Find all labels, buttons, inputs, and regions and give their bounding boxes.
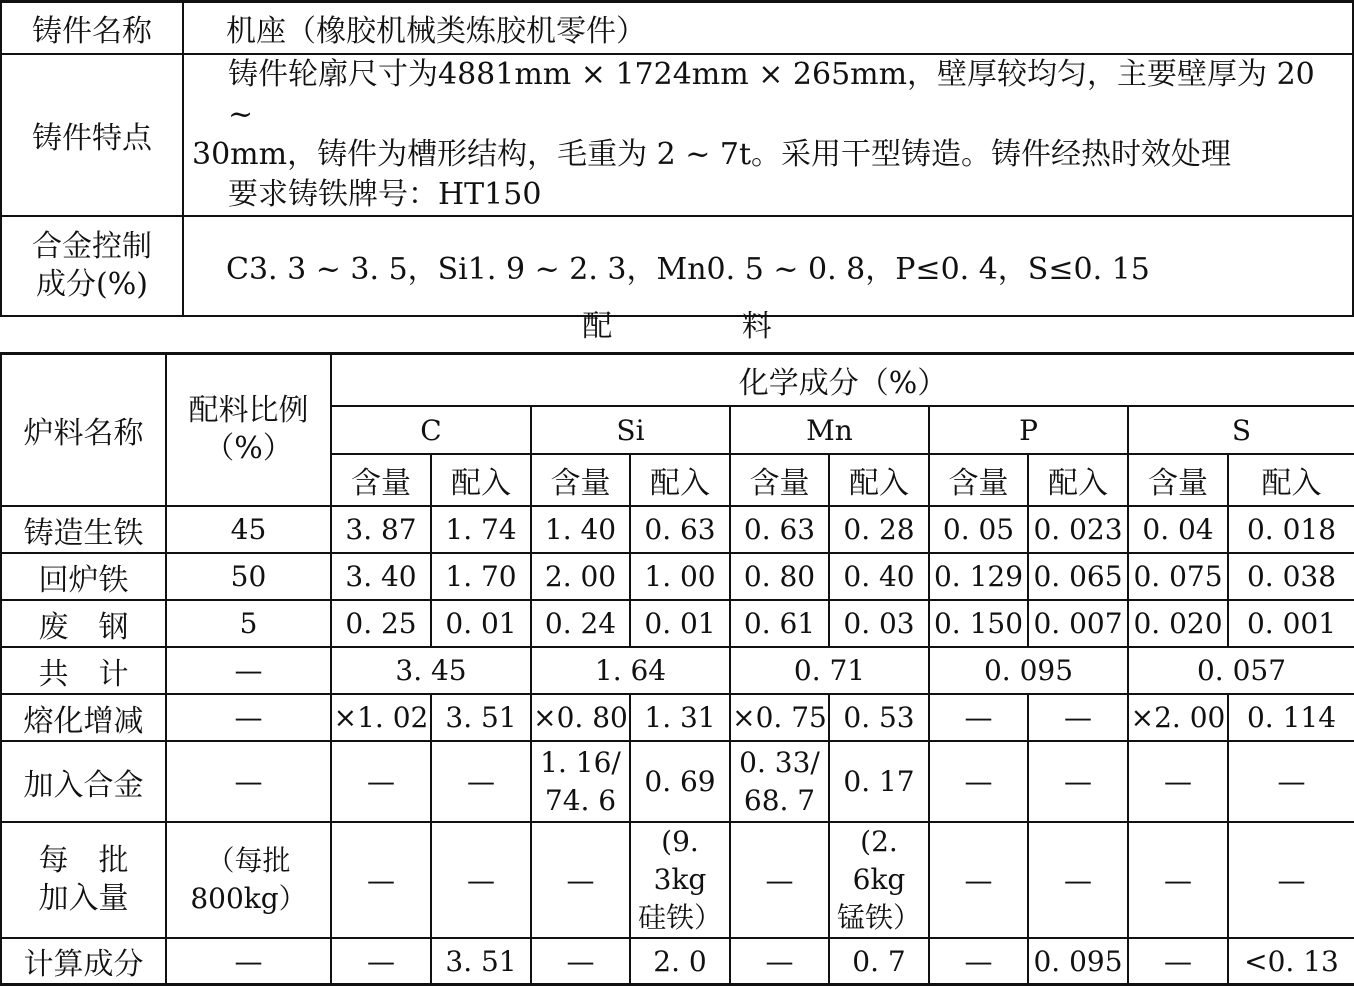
mn-alloy-content-line-2: 68. 7 — [743, 783, 816, 817]
row-name: 共 计 — [1, 647, 166, 694]
cell: — — [1128, 822, 1228, 938]
cell: 0. 007 — [1028, 600, 1128, 647]
table-row — [1, 600, 1354, 647]
batch-ratio-line-2: 800kg） — [190, 882, 307, 915]
mn-batch-added — [829, 822, 929, 938]
cell: ×0. 80 — [531, 694, 630, 741]
cell: 0. 020 — [1128, 600, 1228, 647]
added-header: 配入 — [829, 454, 929, 506]
row-name: 废 钢 — [1, 600, 166, 647]
calculated-row — [1, 938, 1354, 985]
cell: 0. 114 — [1228, 694, 1354, 741]
cell: — — [1128, 938, 1228, 985]
cell: — — [730, 822, 829, 938]
batch-name-line-2: 加入量 — [38, 881, 129, 916]
alloy-control-label — [1, 216, 183, 316]
section-title-right: 料 — [741, 309, 772, 344]
cell: 3. 51 — [431, 694, 531, 741]
cell: — — [1028, 822, 1128, 938]
si-batch-line-1: (9. 3kg — [653, 825, 707, 896]
element-header-s: S — [1128, 406, 1354, 454]
cell: 0. 05 — [929, 506, 1028, 553]
cell: 0. 53 — [829, 694, 929, 741]
si-batch-line-2: 硅铁） — [637, 901, 722, 934]
row-name: 铸造生铁 — [1, 506, 166, 553]
ratio-header-line-1: 配料比例 — [188, 393, 309, 428]
chem-composition-header: 化学成分（%） — [331, 354, 1354, 407]
alloy-control-value: C3. 3 ~ 3. 5，Si1. 9 ~ 2. 3，Mn0. 5 ~ 0. 8，P≤0. 4，S≤0. 15 — [183, 216, 1353, 316]
cell: 3. 51 — [431, 938, 531, 985]
alloy-add-row — [1, 741, 1354, 822]
element-header-p: P — [929, 406, 1128, 454]
mn-alloy-added: 0. 17 — [829, 741, 929, 822]
cell: 2. 0 — [630, 938, 730, 985]
cell: 0. 25 — [331, 600, 431, 647]
row-name: 计算成分 — [1, 938, 166, 985]
batch-ratio-line-1: （每批 — [206, 844, 291, 877]
cell: — — [431, 741, 531, 822]
cell: 1. 31 — [630, 694, 730, 741]
cell: — — [1228, 741, 1354, 822]
si-alloy-content-line-2: 74. 6 — [544, 783, 617, 817]
features-line-3: 要求铸铁牌号：HT150 — [228, 177, 542, 212]
features-line-2: 30mm，铸件为槽形结构，毛重为 2 ~ 7t。采用干型铸造。铸件经热时效处理 — [192, 137, 1232, 172]
cell: 0. 24 — [531, 600, 630, 647]
casting-name-value: 机座（橡胶机械类炼胶机零件） — [183, 2, 1353, 55]
cell: 0. 7 — [829, 938, 929, 985]
casting-name-row — [1, 2, 1353, 55]
table-row — [1, 553, 1354, 600]
cell: 0. 40 — [829, 553, 929, 600]
si-alloy-added: 0. 69 — [630, 741, 730, 822]
row-name — [1, 822, 166, 938]
cell: 0. 065 — [1028, 553, 1128, 600]
content-header: 含量 — [730, 454, 829, 506]
casting-features-row — [1, 54, 1353, 216]
cell: ×2. 00 — [1128, 694, 1228, 741]
cell: <0. 13 — [1228, 938, 1354, 985]
row-name: 加入合金 — [1, 741, 166, 822]
cell: — — [730, 938, 829, 985]
cell: — — [929, 694, 1028, 741]
cell: 2. 00 — [531, 553, 630, 600]
alloy-control-row — [1, 216, 1353, 316]
row-ratio: — — [166, 938, 331, 985]
cell: 1. 70 — [431, 553, 531, 600]
content-header: 含量 — [929, 454, 1028, 506]
batch-add-row — [1, 822, 1354, 938]
cell: — — [929, 938, 1028, 985]
row-ratio: — — [166, 694, 331, 741]
cell: ×1. 02 — [331, 694, 431, 741]
cell: — — [331, 822, 431, 938]
cell: — — [1228, 822, 1354, 938]
row-ratio: — — [166, 647, 331, 694]
added-header: 配入 — [431, 454, 531, 506]
si-batch-added — [630, 822, 730, 938]
cell: 0. 28 — [829, 506, 929, 553]
header-row-1 — [1, 354, 1354, 407]
cell: 0. 01 — [630, 600, 730, 647]
total-row — [1, 647, 1354, 694]
cell: ×0. 75 — [730, 694, 829, 741]
cell: 1. 40 — [531, 506, 630, 553]
row-ratio: — — [166, 741, 331, 822]
row-name: 熔化增减 — [1, 694, 166, 741]
charge-name-header: 炉料名称 — [1, 354, 166, 507]
cell: 0. 095 — [1028, 938, 1128, 985]
casting-name-label: 铸件名称 — [1, 2, 183, 55]
cell: 0. 023 — [1028, 506, 1128, 553]
total-mn: 0. 71 — [730, 647, 929, 694]
cell: 3. 87 — [331, 506, 431, 553]
cell: — — [929, 822, 1028, 938]
cell: 0. 001 — [1228, 600, 1354, 647]
cell: 0. 129 — [929, 553, 1028, 600]
total-p: 0. 095 — [929, 647, 1128, 694]
cell: 0. 038 — [1228, 553, 1354, 600]
si-alloy-content — [531, 741, 630, 822]
cell: 3. 40 — [331, 553, 431, 600]
total-si: 1. 64 — [531, 647, 730, 694]
total-c: 3. 45 — [331, 647, 531, 694]
added-header: 配入 — [1028, 454, 1128, 506]
cell: — — [331, 938, 431, 985]
cell: — — [1028, 741, 1128, 822]
row-ratio: 5 — [166, 600, 331, 647]
content-header: 含量 — [1128, 454, 1228, 506]
cell: — — [1128, 741, 1228, 822]
cell: — — [929, 741, 1028, 822]
casting-info-table — [0, 0, 1354, 317]
charge-rows — [1, 506, 1354, 647]
cell: — — [1028, 694, 1128, 741]
alloy-label-line-2: 成分(%) — [36, 267, 148, 302]
element-header-si: Si — [531, 406, 730, 454]
mn-alloy-content-line-1: 0. 33/ — [739, 745, 820, 779]
alloy-label-line-1: 合金控制 — [32, 229, 152, 264]
cell: 0. 01 — [431, 600, 531, 647]
cell: 0. 63 — [630, 506, 730, 553]
row-ratio: 45 — [166, 506, 331, 553]
batch-name-line-1: 每 批 — [38, 843, 129, 878]
mn-batch-line-1: (2. 6kg — [852, 825, 906, 896]
melt-change-row — [1, 694, 1354, 741]
cell: 0. 80 — [730, 553, 829, 600]
casting-features-value — [183, 54, 1353, 216]
added-header: 配入 — [1228, 454, 1354, 506]
cell: 0. 018 — [1228, 506, 1354, 553]
cell: 0. 04 — [1128, 506, 1228, 553]
cell: 0. 61 — [730, 600, 829, 647]
mn-batch-line-2: 锰铁） — [836, 901, 921, 934]
mn-alloy-content — [730, 741, 829, 822]
cell: 1. 74 — [431, 506, 531, 553]
section-title-left: 配 — [582, 309, 613, 344]
element-header-mn: Mn — [730, 406, 929, 454]
ratio-header-line-2: （%） — [204, 431, 293, 466]
cell: — — [531, 822, 630, 938]
row-ratio — [166, 822, 331, 938]
row-ratio: 50 — [166, 553, 331, 600]
cell: — — [431, 822, 531, 938]
casting-features-label: 铸件特点 — [1, 54, 183, 216]
content-header: 含量 — [531, 454, 630, 506]
content-header: 含量 — [331, 454, 431, 506]
cell: 1. 00 — [630, 553, 730, 600]
section-title — [0, 304, 1354, 350]
cell: — — [531, 938, 630, 985]
cell: 0. 075 — [1128, 553, 1228, 600]
charge-mix-table — [0, 352, 1354, 986]
ratio-header — [166, 354, 331, 507]
added-header: 配入 — [630, 454, 730, 506]
features-line-1: 铸件轮廓尺寸为4881mm × 1724mm × 265mm，壁厚较均匀，主要壁厚为 20 ~ — [228, 57, 1315, 132]
cell: — — [331, 741, 431, 822]
total-s: 0. 057 — [1128, 647, 1354, 694]
si-alloy-content-line-1: 1. 16/ — [540, 745, 621, 779]
table-row — [1, 506, 1354, 553]
cell: 0. 03 — [829, 600, 929, 647]
row-name: 回炉铁 — [1, 553, 166, 600]
element-header-c: C — [331, 406, 531, 454]
cell: 0. 63 — [730, 506, 829, 553]
cell: 0. 150 — [929, 600, 1028, 647]
